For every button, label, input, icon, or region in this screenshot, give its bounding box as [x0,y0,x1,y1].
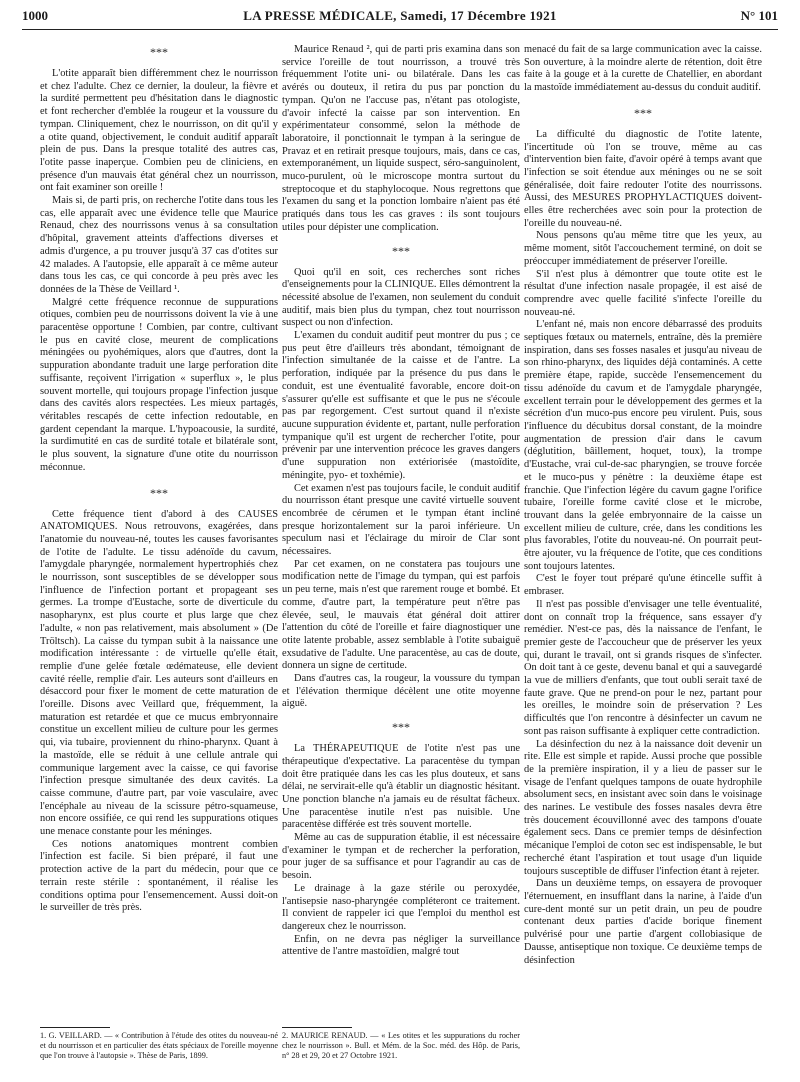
paragraph: C'est le foyer tout préparé qu'une étincelle suffit à embraser. [524,573,762,598]
paragraph: L'otite apparaît bien différemment chez le nourrisson et chez l'adulte. Chez ce dernier, la douleur, la fièvre et la surdité permettent peu d'hésitation dans le diagnostic et font rechercher d'emblée la rougeur et la voussure du tympan. Cliniquement, chez le nourrisson, on dit qu'il y a otite quand, objectivement, le conduit auditif apparaît plein de pus. Dans la presque totalité des autres cas, l'otite passe inaperçue. Combien peu de cliniciens, en présence d'un mauvais état général chez un nourrisson, ont fait examiner son oreille ! [40,68,278,194]
paragraph: La désinfection du nez à la naissance doit devenir un rite. Elle est simple et rapide. Aussi proche que possible de la première inspiration, il y a lieu de passer sur le visage de l'enfant quelques tampons de ouate hydrophile absolument secs, en insistant avec soin dans le voisinage des narines. Le vestibule des fosses nasales devra être très doucement écouvillonné avec des tampons d'ouate également secs. Dans ce premier temps de désinfection mécanique l'emploi de coton sec est indispensable, le but recherché étant l'aspiration et tout usage d'un liquide toujours susceptible de diffuser l'infection étant à rejeter. [524,738,762,877]
paragraph: Par cet examen, on ne constatera pas toujours une modification nette de l'image du tympan, qui est parfois un peu terne, mais n'est que rarement rouge et bombé. Et comme, d'autre part, la température peut n'être pas élevée, seul, le mauvais état général doit attirer l'attention du côté de l'oreille et faire diagnostiquer une otite latente probable, assez semblable à l'otite subaiguë exsudative de l'adulte. Une paracentèse, au cas de doute, donnera un signe de certitude. [282,558,520,672]
footnote-rule [282,1027,352,1028]
section-separator: *** [150,485,168,500]
paragraph: Malgré cette fréquence reconnue de suppurations otiques, combien peu de nourrissons doivent la vie à une paracentèse opportune ! Combien, par contre, cultivant le pus en cavité close, meurent de complications méningées ou pyohémiques, alors que d'autres, dont la suppuration abondante traduit une large perforation dite suffisante, reçoivent l'irrigation « superflux », le plus souvent mortelle, qui toujours propage l'infection jusque dans des cavités alors respectées. Les mieux partagés, véritables rescapés de cette infection redoutable, en gardent cependant la marque. L'hypoacousie, la surdité, la surdimutité en cas de surdité totale et bilatérale sont, le plus souvent, la signature d'une otite du nourrisson méconnue. [40,296,278,473]
paragraph: Il n'est pas possible d'envisager une telle éventualité, dont on connaît trop la fréquence, sans essayer d'y remédier. N'est-ce pas, dès la naissance de l'enfant, le premier geste de l'accoucheur que de préserver les yeux qui, durant le travail, ont si grands risques de s'infecter. On doit tant à ce geste, devenu banal et qui a sauvegardé la vue de milliers d'enfants, que tout oubli serait taxé de faute grave. Que ne prend-on pour le nez, partant pour les oreilles, le moindre soin de préservation ? Les difficultés que l'on rencontre à désinfecter un cavum ne sont pas raison suffisante à expliquer cette contradiction. [524,598,762,737]
issue-number: N° 101 [740,8,778,23]
paragraph: Maurice Renaud ², qui de parti pris examina dans son service l'oreille de tout nourrisson, a trouvé très fréquemment l'otite uni- ou bilatérale. Dans les cas avérés ou douteux, il retira du pus par ponction du tympan. Qu'on ne l'accuse pas, n'étant pas otologiste, d'avoir infecté la caisse par son intervention. En expérimentateur consommé, selon la méthode de laboratoire, il ponctionnait le tympan à la seringue de Pravaz et en retirait presque toujours, mais, dans ce cas, extemporanément, un liquide suspect, séro-sanguinolent, muco-purulent, où le microscope montra surtout du streptocoque et du staphylocoque. Nous regrettons que l'examen du sang et la ponction lombaire n'aient pas été pratiqués dans tous les cas graves : ils sont toujours utiles pour dépister une complication. [282,44,520,233]
paragraph: menacé du fait de sa large communication avec la caisse. Son ouverture, à la moindre alerte de rétention, doit être faite à la gouge et à la curette de Chatellier, en abordant la mastoïde immédiatement au-dessus du conduit auditif. [524,44,762,94]
paragraph: Mais si, de parti pris, on recherche l'otite dans tous les cas, elle apparaît avec une évidence telle que Maurice Renaud, chez des nourrissons venus à sa consultation d'hôpital, gravement atteints d'affections diverses et admis d'urgence, a pu trouver jusqu'à 37 cas d'otites sur 42 malades. A l'autopsie, elle apparaît à ce même auteur dans tous les cas, ce qui concorde à peu près avec les données de la Thèse de Veillard ¹. [40,195,278,295]
paragraph: Cet examen n'est pas toujours facile, le conduit auditif du nourrisson étant presque une cavité virtuelle souvent encombrée de cérumen et le tympan étant incliné presque horizontalement sur la paroi inférieure. Un speculum nasi et l'éclairage du miroir de Clar sont nécessaires. [282,482,520,558]
page-number: 1000 [22,8,48,23]
paragraph: Le drainage à la gaze stérile ou peroxydée, l'antisepsie naso-pharyngée compléteront ce traitement. Il convient de rappeler ici que l'emploi du menthol est dangereux chez le nourrisson. [282,882,520,932]
paragraph: Enfin, on ne devra pas négliger la surveillance attentive de l'antre mastoïdien, malgré tout [282,933,520,958]
journal-title: LA PRESSE MÉDICALE, Samedi, 17 Décembre 1921 [243,8,557,23]
column-1 [40,44,278,915]
column-2 [282,44,520,959]
paragraph: La THÉRAPEUTIQUE de l'otite n'est pas une thérapeutique d'expectative. La paracentèse du tympan doit être pratiquée dans les cas les plus douteux, et sans délai, ne servirait-elle qu'à établir un diagnostic hésitant. Une ponction blanche n'a jamais eu de résultat fâcheux. Une paracentèse inutile n'est pas nuisible. Une paracentèse différée est très souvent mortelle. [282,743,520,831]
section-separator: *** [392,720,410,735]
paragraph: Dans d'autres cas, la rougeur, la voussure du tympan et l'élévation thermique décèlent une otite moyenne aiguë. [282,673,520,710]
section-separator: *** [150,45,168,59]
paragraph: L'enfant né, mais non encore débarrassé des produits septiques fœtaux ou maternels, entraîne, dès la première inspiration, dans ses fosses nasales et jusqu'au niveau de son rhino-pharynx, des liquides déjà contaminés. A cette première étape, rapide, succède l'ensemencement du tissu adénoïde du cavum et de l'amygdale pharyngée, excellent terrain pour le développement des germes et la sécrétion d'un muco-pus encore peu virulent. Puis, sous l'influence du décubitus dorsal constant, de la moindre augmentation de pression d'air dans le cavum (déglutition, bâillement, hoquet, toux), la trompe d'Eustache, vrai cul-de-sac pharyngien, se trouve forcée et le muco-pus y pénètre : la deuxième étape est franchie. Que l'infection légère du cavum gagne l'orifice tubaire, l'oreille forme cavité close et le microbe, trouvant dans la gelée embryonnaire de la caisse un excellent milieu de culture, crée, dans les conditions les plus favorables, l'otite du nouveau-né. On pourrait peut-être ajouter, vu la fréquence de l'otite, que ces conditions sont toujours latentes. [524,319,762,572]
footnote-rule [40,1027,110,1028]
section-separator: *** [634,105,652,120]
paragraph: La difficulté du diagnostic de l'otite latente, l'incertitude où l'on se trouve, même au cas d'intervention bien faite, d'avoir opéré à temps avant que l'infection se soit étendue aux méninges ou ne se soit généralisée, doit faire redouter l'otite des nourrissons. Aussi, des MESURES PROPHYLACTIQUES doivent-elles être recherchées avec soin pour la protection de l'oreille du nouveau-né. [524,128,762,229]
header-rule [22,29,778,30]
paragraph: S'il n'est plus à démontrer que toute otite est le résultat d'une infection nasale propagée, il est aisé de comprendre avec quelle facilité s'infecte l'oreille du nouveau-né. [524,268,762,318]
paragraph: Quoi qu'il en soit, ces recherches sont riches d'enseignements pour la CLINIQUE. Elles démontrent la nécessité absolue de l'examen, non seulement du conduit auditif, mais bien plus du tympan, chez tout nourrisson suspect ou non d'infection. [282,266,520,329]
section-separator: *** [392,243,410,258]
footnote-2: 2. MAURICE RENAUD. — « Les otites et les suppurations du rocher chez le nourrisson ». Bull. et Mém. de la Soc. méd. des Hôp. de Paris, n° 28 et 29, 20 et 27 Octobre 1921. [282,1031,520,1060]
paragraph: Cette fréquence tient d'abord à des CAUSES ANATOMIQUES. Nous retrouvons, exagérées, dans l'anatomie du nouveau-né, toutes les causes favorisantes de l'otite de l'adulte. Le tissu adénoïde du cavum, l'amygdale pharyngée, normalement hypertrophiés chez le nourrisson, sont susceptibles de se développer sous l'influence de l'infection portant et propageant ses germes. La trompe d'Eustache, sorte de diverticule du nasopharynx, est plus courte et plus large que chez l'adulte, « non pas relativement, mais absolument » (De Tröltsch). La caisse du tympan subit à la naissance une modification intéressante : de virtuelle qu'elle était, remplie d'une gelée fœtale œdémateuse, elle devient cavité réelle, remplie d'air. Les auteurs sont d'ailleurs en désaccord pour fixer le moment de cette maturation de l'oreille. Disons avec Veillard que, fréquemment, la maturation est retardée et que ce mucus embryonnaire constitue un excellent milieu de culture pour les germes qui, via tubaire, proviennent du rhino-pharynx. Quant à la mastoïde, elle se réduit à une cellule antrale qui communique largement avec la caisse, ce qui favorise l'infection presque simultanée des deux cavités. La caisse commune, d'autre part, par voie vasculaire, avec l'encéphale au niveau de la scissure pétro-squameuse, non encore ossifiée, ce qui rend les suppurations otiques une menace constante pour les méninges. [40,508,278,838]
paragraph: Même au cas de suppuration établie, il est nécessaire d'examiner le tympan et de rechercher la perforation, pour juger de sa suffisance et pour l'agrandir au cas de besoin. [282,832,520,882]
column-3 [524,44,762,967]
page-header [22,8,778,26]
footnote-1: 1. G. VEILLARD. — « Contribution à l'étude des otites du nouveau-né et du nourrisson et en particulier des états spéciaux de l'oreille moyenne que l'on trouve à l'autopsie ». Thèse de Paris, 1899. [40,1031,278,1060]
paragraph: Dans un deuxième temps, on essayera de provoquer l'éternuement, en insufflant dans la narine, à l'aide d'un cure-dent monté sur un petit drain, un peu de poudre contenant deux parties d'acide borique finement pulvérisé pour une partie d'argent collobiasique de Dausse, antiseptique non toxique. Ce deuxième temps de désinfection [524,878,762,966]
paragraph: L'examen du conduit auditif peut montrer du pus ; ce pus peut être d'ailleurs très abondant, témoignant de l'infection simultanée de la caisse et de l'antre. La perforation, indiquée par la présence du pus dans le conduit, est une éventualité favorable, encore doit-on s'assurer qu'elle est suffisante et que le pus ne s'écoule pas par regorgement. C'est surtout quand il n'existe aucune suppuration évidente et, partant, nulle perforation tympanique qu'il est urgent de rechercher l'otite, pour prévenir par une intervention précoce les graves dangers d'une suppuration non extériorisée (mastoïdite, méningite, pyo- et toxhémie). [282,330,520,481]
paragraph: Nous pensons qu'au même titre que les yeux, au même moment, sitôt l'accouchement terminé, on doit se préoccuper immédiatement de préserver l'oreille. [524,230,762,267]
paragraph: Ces notions anatomiques montrent combien l'infection est facile. Si bien préparé, il faut une protection active de la part du médecin, pour que ce terrain reste stérile : spontanément, il réalise les conditions optima pour l'ensemencement. Aussi doit-on le surveiller de très près. [40,838,278,914]
